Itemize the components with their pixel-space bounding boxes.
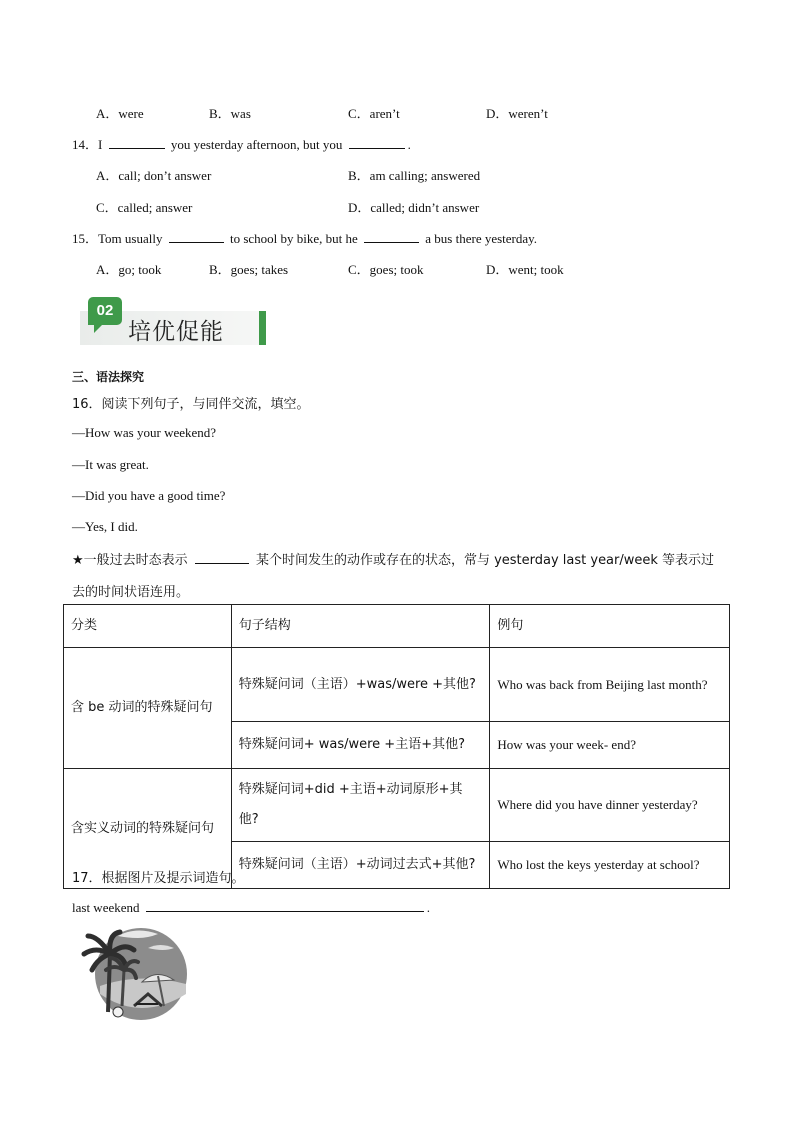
q13-option-c: C．aren’t (348, 106, 400, 121)
structure-cell: 特殊疑问词+ was/were +主语+其他? (231, 722, 490, 769)
answer-blank[interactable] (349, 136, 405, 149)
banner-accent-bar (259, 311, 266, 345)
table-header: 分类 (64, 605, 232, 648)
q14-middle: you yesterday afternoon, but you (170, 137, 343, 152)
category-cell: 含 be 动词的特殊疑问句 (64, 648, 232, 769)
question-15 (72, 228, 537, 247)
answer-blank[interactable] (169, 230, 224, 243)
table-header: 句子结构 (231, 605, 490, 648)
table-row (64, 648, 730, 722)
q17-instruction: 17．根据图片及提示词造句。 (72, 871, 245, 886)
q15-option-c: C．goes; took (348, 262, 424, 277)
table-header: 例句 (490, 605, 730, 648)
beach-vacation-icon (78, 924, 190, 1028)
table-row (64, 769, 730, 842)
structure-cell: 特殊疑问词（主语）+动词过去式+其他? (231, 842, 490, 889)
question-14 (72, 134, 411, 153)
q13-option-a: A．were (96, 106, 144, 121)
grammar-rule-line2: 去的时间状语连用。 (72, 585, 190, 600)
q13-option-d: D．weren’t (486, 106, 548, 121)
grammar-table (63, 604, 730, 889)
dialogue-line: —Yes, I did. (72, 519, 138, 534)
rule-suffix: 某个时间发生的动作或存在的状态，常与 yesterday last year/week 等表示过 (255, 553, 715, 568)
q15-option-d: D．went; took (486, 262, 564, 277)
q15-option-a: A．go; took (96, 262, 162, 277)
q14-option-c: C．called; answer (96, 200, 193, 215)
q15-option-b: B．goes; takes (209, 262, 289, 277)
example-cell: Where did you have dinner yesterday? (490, 769, 730, 842)
q16-instruction: 16．阅读下列句子，与同伴交流，填空。 (72, 397, 310, 412)
dialogue-line: —Did you have a good time? (72, 488, 226, 503)
example-cell: Who was back from Beijing last month? (490, 648, 730, 722)
grammar-rule (72, 549, 714, 568)
q17-prompt-line (72, 899, 430, 916)
q15-prefix: 15．Tom usually (72, 231, 163, 246)
q15-middle: to school by bike, but he (229, 231, 358, 246)
q15-suffix: a bus there yesterday. (425, 231, 538, 246)
q14-prefix: 14．I (72, 137, 103, 152)
banner-number-badge: 02 (88, 297, 122, 325)
structure-cell: 特殊疑问词（主语）+was/were +其他? (231, 648, 490, 722)
example-cell: Who lost the keys yesterday at school? (490, 842, 730, 889)
banner-title: 培优促能 (128, 319, 224, 345)
q14-option-d: D．called; didn’t answer (348, 200, 480, 215)
q14-suffix: . (407, 137, 411, 152)
q17-prompt: last weekend (72, 900, 140, 915)
q13-option-b: B．was (209, 106, 251, 121)
category-cell: 含实义动词的特殊疑问句 (64, 769, 232, 889)
table-header-row (64, 605, 730, 648)
section-banner (80, 297, 266, 347)
rule-prefix: ★一般过去时态表示 (72, 553, 188, 568)
example-cell: How was your week- end? (490, 722, 730, 769)
dialogue-line: —It was great. (72, 457, 149, 472)
q17-suffix: . (426, 900, 431, 915)
answer-blank[interactable] (109, 136, 165, 149)
dialogue-line: —How was your weekend? (72, 425, 217, 440)
q14-option-a: A．call; don’t answer (96, 168, 212, 183)
structure-cell: 特殊疑问词+did +主语+动词原形+其他? (231, 769, 490, 842)
answer-blank[interactable] (146, 899, 424, 912)
section-heading: 三、语法探究 (72, 370, 145, 384)
answer-blank[interactable] (195, 551, 249, 564)
answer-blank[interactable] (364, 230, 419, 243)
q14-option-b: B．am calling; answered (348, 168, 481, 183)
